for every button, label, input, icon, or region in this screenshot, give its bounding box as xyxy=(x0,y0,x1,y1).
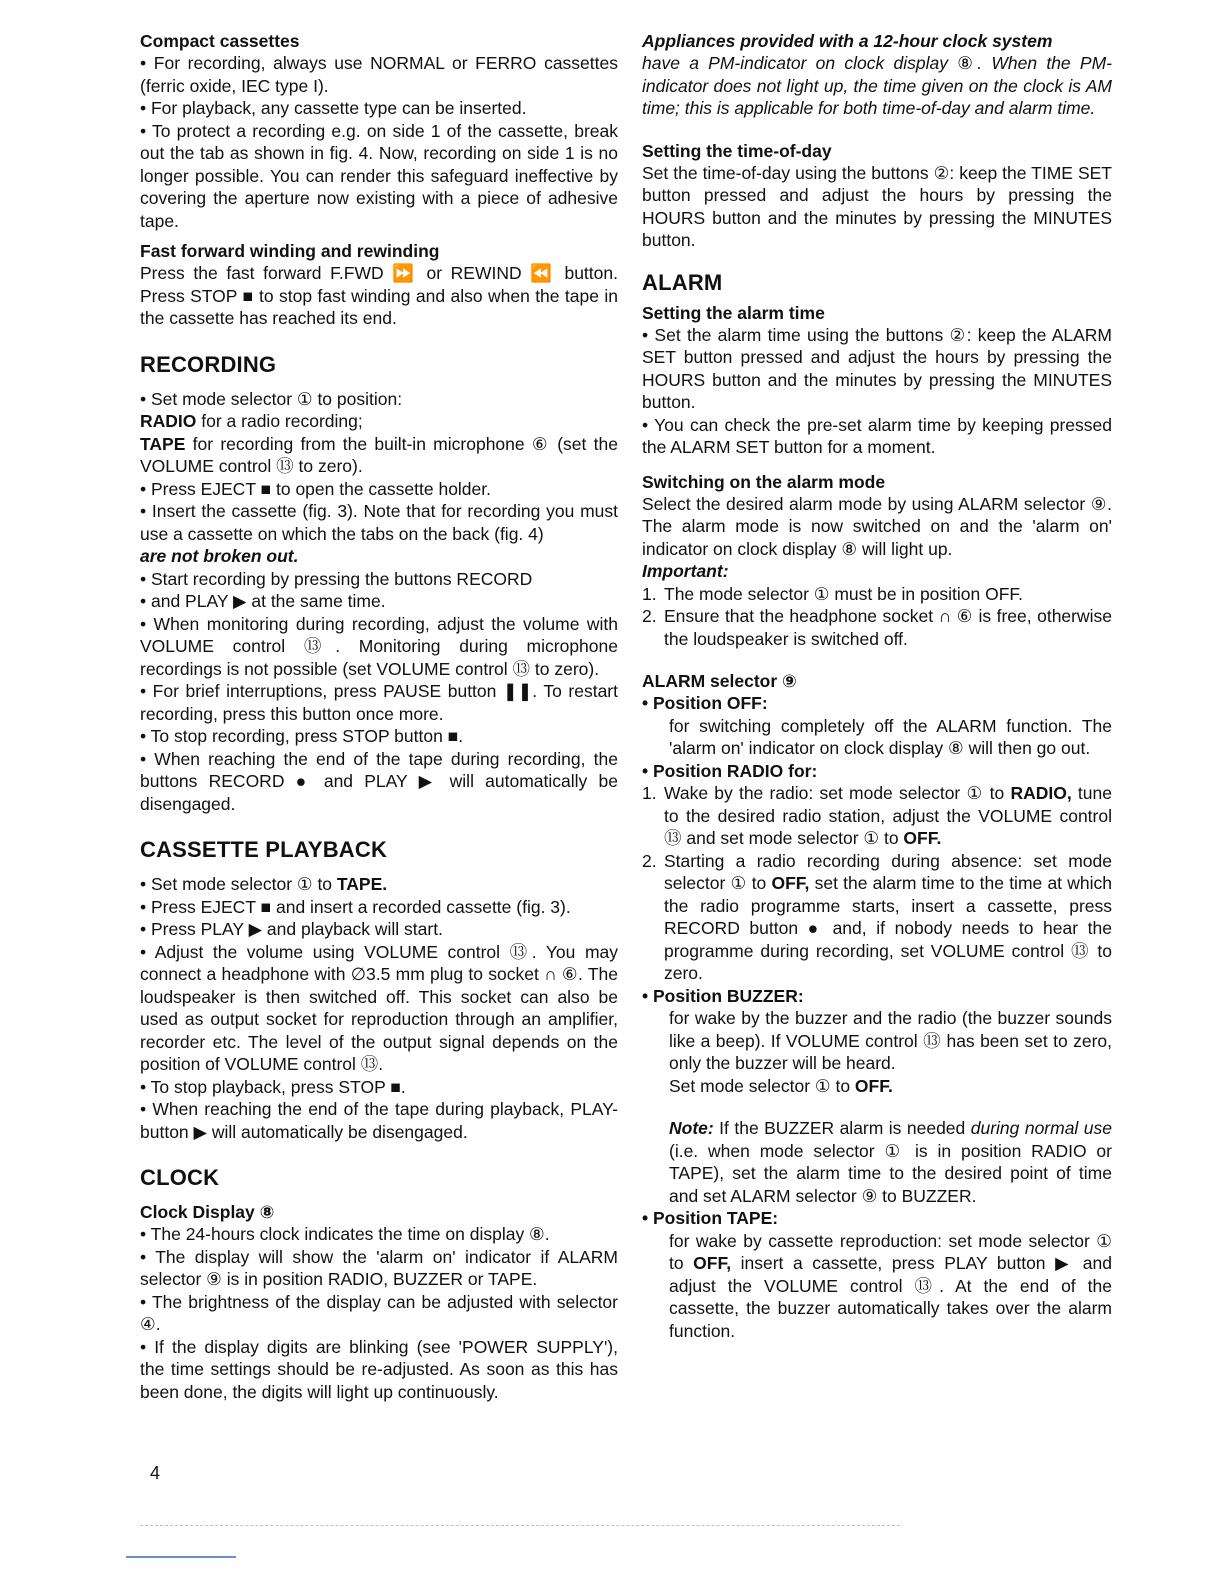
item-text xyxy=(664,850,1112,985)
tape-label: TAPE xyxy=(140,433,186,454)
section-alarm xyxy=(642,270,1112,459)
recording-bullet-start: • Start recording by pressing the buttons RECORD xyxy=(140,568,533,589)
playback-bullet-end: • When reaching the end of the tape during playback, PLAY-button ▶ will automatically be disengaged. xyxy=(140,1099,618,1142)
buzzer-note xyxy=(642,1117,1112,1207)
tape-text: for recording from the built-in microphone ⑥ (set the VOLUME control ⑬ to zero). xyxy=(140,433,618,476)
right-column xyxy=(642,30,1112,1342)
recording-bullet-mode: • Set mode selector ① to position: xyxy=(140,388,403,409)
r1-radio: RADIO, xyxy=(1010,783,1072,803)
scan-artifact-line xyxy=(126,1556,236,1558)
item-text xyxy=(664,782,1112,850)
radio-label: RADIO xyxy=(140,411,197,431)
item-text: Ensure that the headphone socket ∩ ⑥ is free, otherwise the loudspeaker is switched off. xyxy=(664,606,1112,649)
heading-recording: RECORDING xyxy=(140,351,277,377)
recording-bullet-end: • When reaching the end of the tape during recording, the buttons RECORD ● and PLAY ▶ will automatically be disengaged. xyxy=(140,748,618,814)
recording-radio-line xyxy=(140,410,618,433)
tape-off: OFF, xyxy=(693,1253,732,1273)
switching-text: Select the desired alarm mode by using ALARM selector ⑨. The alarm mode is now switched on and the 'alarm on' indicator on clock display ⑧ will light up. xyxy=(642,493,1112,559)
playback-mode-text: • Set mode selector ① to xyxy=(140,874,337,894)
position-radio-heading: • Position RADIO for: xyxy=(642,760,818,781)
item-text: The mode selector ① must be in position OFF. xyxy=(664,583,1024,604)
time-of-day-text: Set the time-of-day using the buttons ②: keep the TIME SET button pressed and adjust the hours by pressing the HOURS button and the minutes by pressing the MINUTES button. xyxy=(642,162,1112,250)
clock-bullet-alarm-indicator: • The display will show the 'alarm on' indicator if ALARM selector ⑨ is in position RADIO, BUZZER or TAPE. xyxy=(140,1246,618,1289)
clock-bullet-blinking: • If the display digits are blinking (see 'POWER SUPPLY'), the time settings should be re-adjusted. As soon as this has been done, the digits will light up continuously. xyxy=(140,1336,618,1402)
position-buzzer-heading: • Position BUZZER: xyxy=(642,985,804,1006)
r1-pre: Wake by the radio: set mode selector ① to xyxy=(664,783,1011,803)
alarm-bullet-set: • Set the alarm time using the buttons ②: keep the ALARM SET button pressed and adjust the hours by pressing the HOURS button and the minutes by pressing the MINUTES button. xyxy=(642,324,1112,412)
tape-post: insert a cassette, press PLAY button ▶ and adjust the VOLUME control ⑬. At the end of the cassette, the buzzer automatically takes over the alarm function. xyxy=(669,1253,1112,1341)
position-off-heading: • Position OFF: xyxy=(642,693,768,713)
heading-switching-alarm: Switching on the alarm mode xyxy=(642,471,886,492)
recording-bullet-eject: • Press EJECT ■ to open the cassette holder. xyxy=(140,478,491,499)
important-label: Important: xyxy=(642,561,729,581)
note-italic: during normal use xyxy=(970,1118,1112,1138)
heading-fast-forward: Fast forward winding and rewinding xyxy=(140,241,440,261)
r1-off: OFF. xyxy=(903,828,942,848)
recording-tabs-warning: are not broken out. xyxy=(140,546,299,566)
tape-pre: for wake by cassette reproduction: set mode selector ① to xyxy=(669,1230,1112,1273)
alarm-bullet-check: • You can check the pre-set alarm time by keeping pressed the ALARM SET button for a moment. xyxy=(642,414,1112,457)
heading-alarm: ALARM xyxy=(642,269,723,295)
clock-bullet-brightness: • The brightness of the display can be adjusted with selector ④. xyxy=(140,1291,618,1334)
important-item-1 xyxy=(642,583,1112,606)
section-time-of-day xyxy=(642,140,1112,252)
position-buzzer-text: for wake by the buzzer and the radio (the buzzer sounds like a beep). If VOLUME control ⑬ has been set to zero, only the buzzer will be heard. xyxy=(669,1008,1112,1073)
buzzer-set-pre: Set mode selector ① to xyxy=(669,1075,855,1096)
radio-item-2 xyxy=(642,850,1112,985)
item-number: 1. xyxy=(642,583,657,604)
heading-alarm-selector: ALARM selector ⑨ xyxy=(642,671,797,691)
radio-text: for a radio recording; xyxy=(196,411,363,431)
fast-forward-text: Press the fast forward F.FWD ⏩ or REWIND ⏪ button. Press STOP ■ to stop fast winding and also when the tape in the cassette has reached its end. xyxy=(140,263,618,328)
radio-item-1 xyxy=(642,782,1112,850)
note-pre: If the BUZZER alarm is needed xyxy=(713,1118,971,1138)
recording-bullet-play: • and PLAY ▶ at the same time. xyxy=(140,591,386,611)
recording-bullet-insert: • Insert the cassette (fig. 3). Note that for recording you must use a cassette on which the tabs on the back (fig. 4) xyxy=(140,501,618,544)
r2-post: set the alarm time to the time at which the radio programme starts, insert a cassette, press RECORD button ● and, if nobody needs to hear the programme during recording, set VOLUME control ⑬ to zero. xyxy=(664,873,1112,983)
heading-time-of-day: Setting the time-of-day xyxy=(642,140,832,161)
playback-bullet-eject: • Press EJECT ■ and insert a recorded cassette (fig. 3). xyxy=(140,896,571,917)
recording-tape-line xyxy=(140,433,618,478)
recording-bullet-monitor: • When monitoring during recording, adjust the volume with VOLUME control ⑬. Monitoring during microphone recordings is not possible (set VOLUME control ⑬ to zero). xyxy=(140,613,618,679)
playback-bullet-mode xyxy=(140,873,618,896)
cassettes-bullet-playback: • For playback, any cassette type can be inserted. xyxy=(140,98,527,118)
buzzer-set-line xyxy=(642,1075,1112,1098)
note-label: Note: xyxy=(669,1118,714,1138)
section-alarm-selector xyxy=(642,670,1112,1342)
position-tape-text xyxy=(642,1230,1112,1343)
twelve-hour-text: have a PM-indicator on clock display ⑧. When the PM-indicator does not light up, the time given on the clock is AM time; this is applicable for both time-of-day and alarm time. xyxy=(642,53,1112,118)
position-off-text: for switching completely off the ALARM function. The 'alarm on' indicator on clock display ⑧ will then go out. xyxy=(669,715,1112,758)
note-post: (i.e. when mode selector ① is in position RADIO or TAPE), set the alarm time to the desired point of time and set ALARM selector ⑨ to BUZZER. xyxy=(669,1140,1112,1206)
section-compact-cassettes xyxy=(140,30,618,232)
playback-mode-tape: TAPE. xyxy=(336,874,388,894)
r2-off: OFF, xyxy=(771,873,810,893)
section-switching-alarm xyxy=(642,471,1112,651)
important-item-2 xyxy=(642,605,1112,650)
heading-clock: CLOCK xyxy=(140,1165,220,1190)
cassettes-bullet-protect: • To protect a recording e.g. on side 1 of the cassette, break out the tab as shown in fig. 4. Now, recording on side 1 is no longer possible. You can render this safeguard ineffective by covering the aperture now existing with a piece of adhesive tape. xyxy=(140,120,618,231)
r2-pre: Starting a radio recording during absence: set mode selector ① to xyxy=(664,850,1112,893)
r1-mid: tune to the desired radio station, adjust the VOLUME control ⑬ and set mode selector ① to xyxy=(664,783,1112,848)
section-playback xyxy=(140,837,618,1143)
page-number: 4 xyxy=(150,1463,161,1483)
heading-clock-display: Clock Display ⑧ xyxy=(140,1202,275,1222)
heading-compact-cassettes: Compact cassettes xyxy=(140,31,300,51)
heading-12-hour: Appliances provided with a 12-hour clock system xyxy=(642,31,1053,51)
clock-bullet-24h: • The 24-hours clock indicates the time on display ⑧. xyxy=(140,1224,550,1244)
recording-bullet-stop: • To stop recording, press STOP button ■. xyxy=(140,726,464,746)
left-column xyxy=(140,30,618,1403)
playback-bullet-volume: • Adjust the volume using VOLUME control ⑬. You may connect a headphone with ∅3.5 mm plug to socket ∩ ⑥. The loudspeaker is then switched off. This socket can also be used as output socket for reproduction through an amplifier, recorder etc. The level of the output signal depends on the position of VOLUME control ⑬. xyxy=(140,941,618,1074)
section-fast-forward xyxy=(140,240,618,330)
item-number: 2. xyxy=(642,850,657,871)
recording-bullet-pause: • For brief interruptions, press PAUSE button ❚❚. To restart recording, press this button once more. xyxy=(140,681,618,724)
playback-bullet-play: • Press PLAY ▶ and playback will start. xyxy=(140,919,443,939)
section-recording xyxy=(140,352,618,816)
section-clock xyxy=(140,1165,618,1403)
section-12-hour xyxy=(642,30,1112,120)
position-tape-heading: • Position TAPE: xyxy=(642,1208,779,1228)
item-number: 1. xyxy=(642,783,657,803)
buzzer-set-off: OFF. xyxy=(854,1075,893,1096)
heading-cassette-playback: CASSETTE PLAYBACK xyxy=(140,837,388,862)
scan-artifact xyxy=(140,1525,900,1528)
heading-setting-alarm-time: Setting the alarm time xyxy=(642,302,825,323)
playback-bullet-stop: • To stop playback, press STOP ■. xyxy=(140,1076,406,1097)
item-number: 2. xyxy=(642,606,657,626)
cassettes-bullet-recording: • For recording, always use NORMAL or FERRO cassettes (ferric oxide, IEC type I). xyxy=(140,53,618,96)
